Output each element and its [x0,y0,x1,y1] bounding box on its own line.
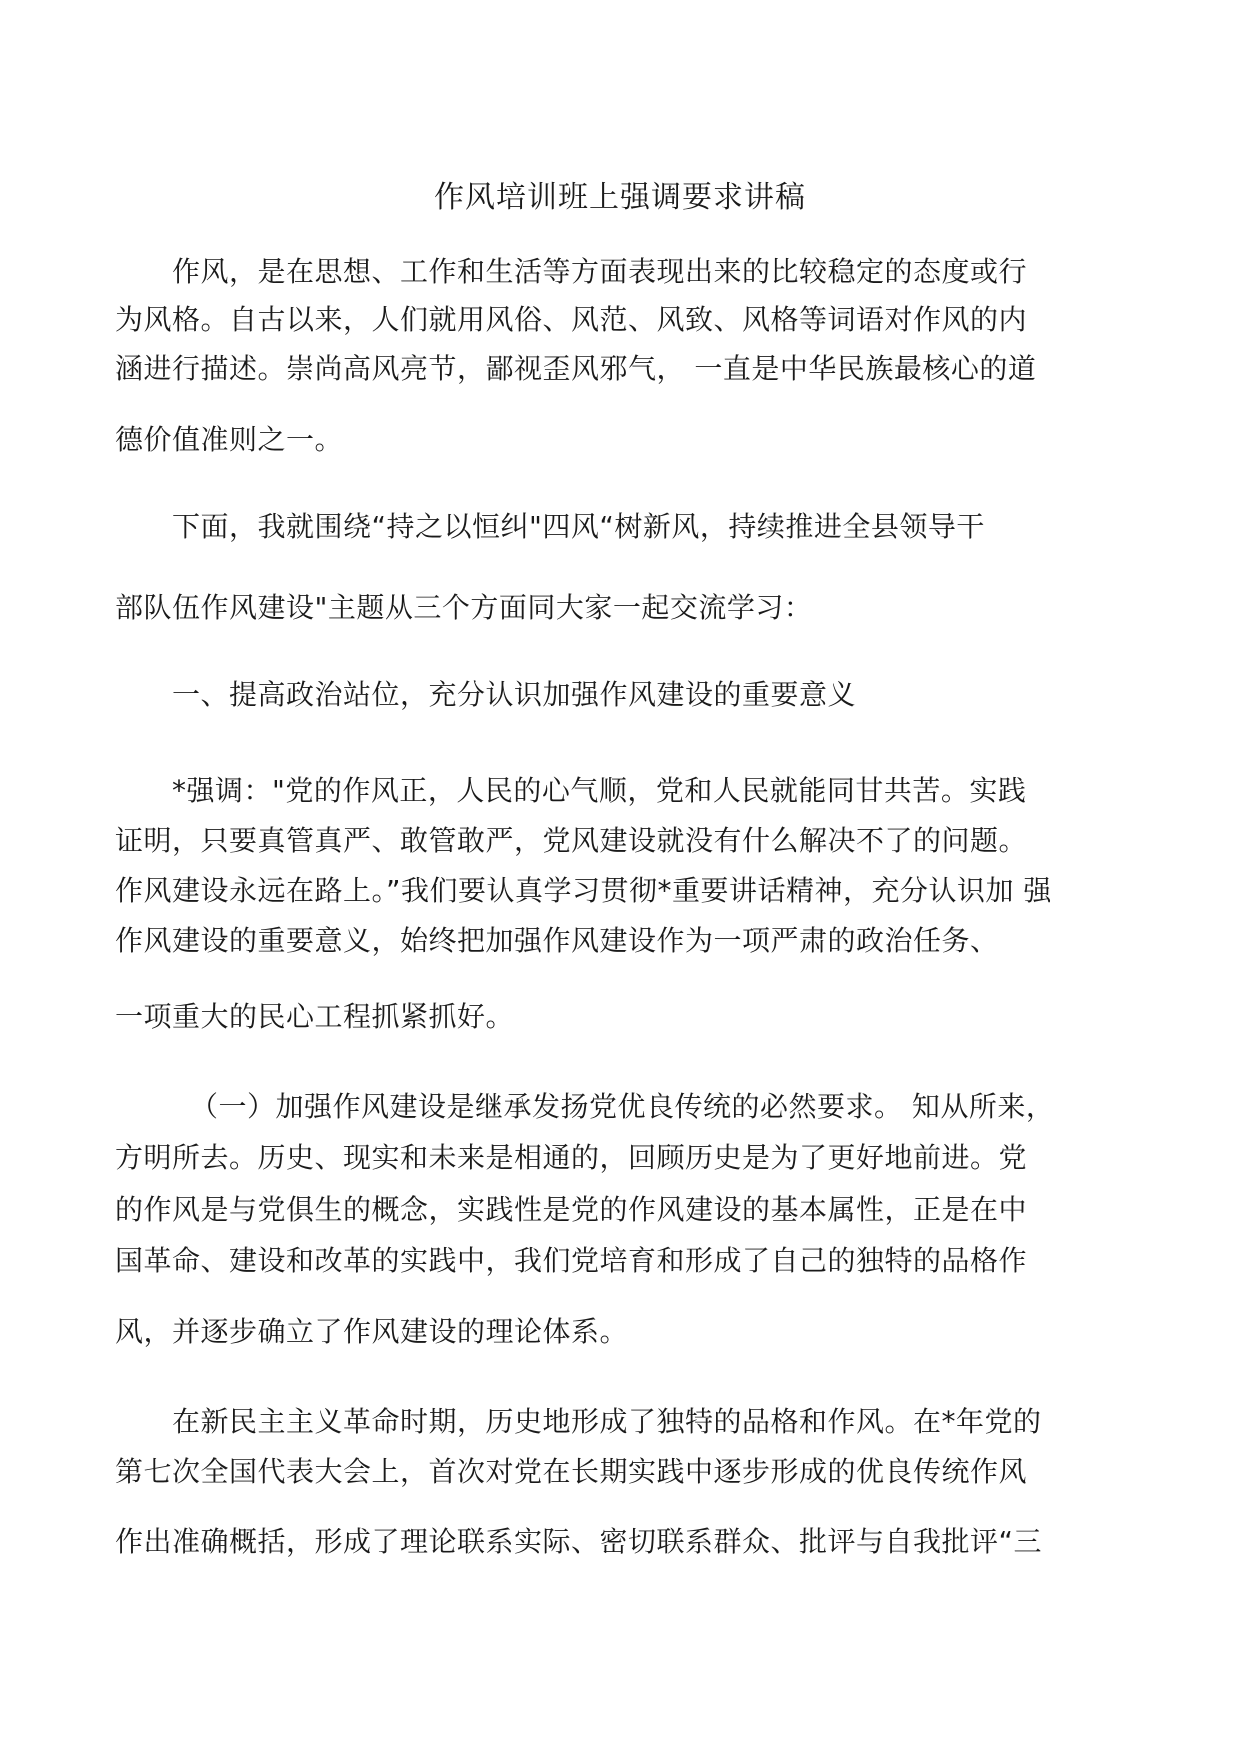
paragraph-line: 风，并逐步确立了作风建设的理论体系。 [115,1315,629,1348]
section-heading: 一、提高政治站位，充分认识加强作风建设的重要意义 [172,678,857,711]
document-title: 作风培训班上强调要求讲稿 [434,180,806,215]
paragraph-line: 作风建设的重要意义，始终把加强作风建设作为一项严肃的政治任务、 [115,924,999,957]
paragraph-line: 的作风是与党俱生的概念，实践性是党的作风建设的基本属性，正是在中 [115,1193,1028,1226]
paragraph-line: 证明，只要真管真严、敢管敢严，党风建设就没有什么解决不了的问题。 [115,824,1028,857]
subsection-heading: （一）加强作风建设是继承发扬党优良传统的必然要求。 知从所来， [190,1090,1055,1123]
paragraph-line: 下面，我就围绕“持之以恒纠"四风“树新风，持续推进全县领导干 [172,510,985,543]
paragraph-line: 作风，是在思想、工作和生活等方面表现出来的比较稳定的态度或行 [172,255,1028,288]
paragraph-line: 方明所去。历史、现实和未来是相通的，回顾历史是为了更好地前进。党 [115,1141,1028,1174]
paragraph-line: 在新民主主义革命时期，历史地形成了独特的品格和作风。在*年党的 [172,1405,1042,1438]
paragraph-line: 为风格。自古以来，人们就用风俗、风范、风致、风格等词语对作风的内 [115,303,1028,336]
paragraph-line: *强调："党的作风正，人民的心气顺，党和人民就能同甘共苦。实践 [172,774,1027,807]
paragraph-line: 作出准确概括，形成了理论联系实际、密切联系群众、批评与自我批评“三 [115,1525,1043,1558]
paragraph-line: 德价值准则之一。 [115,423,344,456]
paragraph-line: 涵进行描述。崇尚高风亮节，鄙视歪风邪气， 一直是中华民族最核心的道 [115,352,1037,385]
paragraph-line: 作风建设永远在路上。”我们要认真学习贯彻*重要讲话精神，充分认识加 强 [115,874,1052,907]
paragraph-line: 一项重大的民心工程抓紧抓好。 [115,1000,515,1033]
paragraph-line: 第七次全国代表大会上，首次对党在长期实践中逐步形成的优良传统作风 [115,1455,1028,1488]
paragraph-line: 国革命、建设和改革的实践中，我们党培育和形成了自己的独特的品格作 [115,1244,1028,1277]
paragraph-line: 部队伍作风建设"主题从三个方面同大家一起交流学习： [115,591,813,624]
